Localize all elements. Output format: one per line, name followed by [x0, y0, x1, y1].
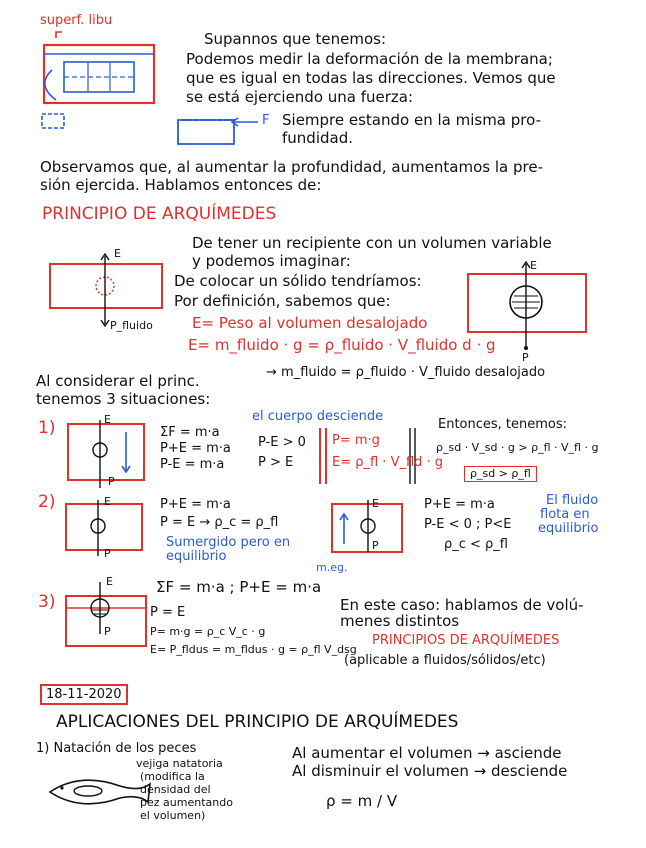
s1-then-1: Entonces, tenemos: — [438, 417, 568, 432]
s2-P-label: P — [104, 547, 111, 560]
date-box: 18-11-2020 — [40, 684, 128, 705]
bladder-note-2: (modifica la — [140, 770, 205, 783]
s2-eq-1: P+E = m·a — [160, 497, 231, 512]
s3-P-label: P — [104, 625, 111, 638]
s1-P-label: P — [108, 475, 115, 488]
intro-line-3: que es igual en todas las direcciones. Vemos que — [186, 69, 556, 87]
application-right-1: Al aumentar el volumen → asciende — [292, 744, 562, 762]
intro-line-1: Supannos que tenemos: — [204, 30, 387, 48]
intro-line-2: Podemos medir la deformación de la membrana; — [186, 50, 553, 68]
s2-eq-2: P = E → ρ_c = ρ_fl — [160, 515, 279, 530]
application-item-1: 1) Natación de los peces — [36, 741, 197, 756]
s3-eq-3: P= m·g = ρ_c V_c · g — [150, 625, 266, 638]
s1-eq-1: ΣF = m·a — [160, 425, 220, 440]
s1-then-3: ρ_sd > ρ_fl — [464, 466, 537, 482]
s2-right-eq-3: ρ_c < ρ_fl — [444, 537, 508, 552]
s2-blue-note2-1: El fluido — [546, 493, 599, 508]
s3-note: m.eg. — [316, 561, 348, 574]
fig2-P-label: P — [522, 351, 529, 364]
s1-cond-2: P > E — [258, 455, 294, 470]
s1-eq-2: P+E = m·a — [160, 441, 231, 456]
s3-text-1: En este caso: hablamos de volú- — [340, 596, 584, 614]
s2-right-figure — [330, 496, 410, 566]
s2r-P-label: P — [372, 539, 379, 552]
density-formula: ρ = m / V — [326, 792, 398, 810]
arrow-to-surface-icon — [56, 32, 62, 38]
s3-eq-4: E= P_fldus = m_fldus · g = ρ_fl V_dsg — [150, 643, 357, 656]
bladder-note-5: el volumen) — [140, 809, 206, 822]
observe-line-2: sión ejercida. Hablamos entonces de: — [40, 176, 322, 194]
s3-applicable: (aplicable a fluidos/sólidos/etc) — [344, 653, 546, 668]
fig-E-label: E — [114, 247, 121, 260]
solid-in-fluid-figure — [466, 259, 596, 362]
s2r-E-label: E — [372, 497, 379, 510]
arch-text-2: y podemos imaginar: — [192, 252, 351, 270]
arch-eq-3: → m_fluido = ρ_fluido · V_fluido desalojado — [266, 365, 546, 380]
bladder-note-4: pez aumentando — [140, 796, 233, 809]
applications-title: APLICACIONES DEL PRINCIPIO DE ARQUÍMEDES — [56, 712, 459, 732]
swim-bladder-icon — [74, 786, 102, 796]
force-figure — [176, 110, 266, 150]
fig-P-label: P_fluido — [110, 319, 153, 332]
s3-figure — [64, 575, 154, 658]
curved-arrow-icon — [45, 70, 56, 100]
s2-E-label: E — [104, 495, 111, 508]
bladder-note-1: vejiga natatoria — [136, 757, 223, 770]
s2-right-eq-2: P-E < 0 ; P<E — [424, 517, 512, 532]
force-label: F — [262, 113, 270, 128]
archimedes-title: PRINCIPIO DE ARQUÍMEDES — [42, 204, 277, 224]
situations-intro-2: tenemos 3 situaciones: — [36, 390, 211, 408]
small-membrane-box — [42, 114, 64, 128]
s3-E-label: E — [106, 575, 113, 588]
s3-eq-2: P = E — [150, 605, 186, 620]
s2-blue-note-1: Sumergido pero en — [166, 535, 291, 550]
s1-cond-1: P-E > 0 — [258, 435, 306, 450]
arch-text-4: Por definición, sabemos que: — [174, 292, 391, 310]
s2-blue-note2-3: equilibrio — [538, 521, 599, 536]
s1-red-eq-1: P= m·g — [332, 433, 380, 448]
force-note-2: fundidad. — [282, 129, 353, 147]
arch-eq-1: E= Peso al volumen desalojado — [192, 314, 428, 332]
intro-line-4: se está ejerciendo una fuerza: — [186, 88, 414, 106]
force-note-1: Siempre estando en la misma pro- — [282, 111, 541, 129]
s2-blue-note-2: equilibrio — [166, 549, 227, 564]
s2-blue-note2-2: flota en — [540, 507, 590, 522]
s1-figure — [66, 414, 146, 494]
fig2-E-label: E — [530, 259, 537, 272]
s1-red-eq-2: E= ρ_fl · V_fld · g — [332, 455, 444, 470]
observe-line-1: Observamos que, al aumentar la profundidad, aumentamos la pre- — [40, 158, 543, 176]
s3-text-2: menes distintos — [340, 612, 460, 630]
s3-eq-1: ΣF = m·a ; P+E = m·a — [156, 578, 322, 596]
bladder-note-3: densidad del — [140, 783, 211, 796]
membrane-container-figure — [34, 30, 164, 140]
s1-blue-note: el cuerpo desciende — [252, 409, 384, 424]
application-right-2: Al disminuir el volumen → desciende — [292, 762, 568, 780]
superficie-libre-label: superf. libu — [40, 13, 113, 28]
s3-number: 3) — [38, 592, 56, 612]
s1-E-label: E — [104, 413, 111, 426]
arch-eq-2: E= m_fluido · g = ρ_fluido · V_fluido d · g — [188, 336, 496, 354]
s1-then-2: ρ_sd · V_sd · g > ρ_fl · V_fl · g — [436, 441, 599, 454]
s1-eq-3: P-E = m·a — [160, 457, 225, 472]
s3-red-title: PRINCIPIOS DE ARQUÍMEDES — [372, 633, 560, 648]
s2-right-eq-1: P+E = m·a — [424, 497, 495, 512]
arch-text-3: De colocar un sólido tendríamos: — [174, 272, 422, 290]
s1-number: 1) — [38, 418, 56, 438]
arch-text-1: De tener un recipiente con un volumen variable — [192, 234, 552, 252]
situations-intro-1: Al considerar el princ. — [36, 372, 200, 390]
s2-number: 2) — [38, 492, 56, 512]
